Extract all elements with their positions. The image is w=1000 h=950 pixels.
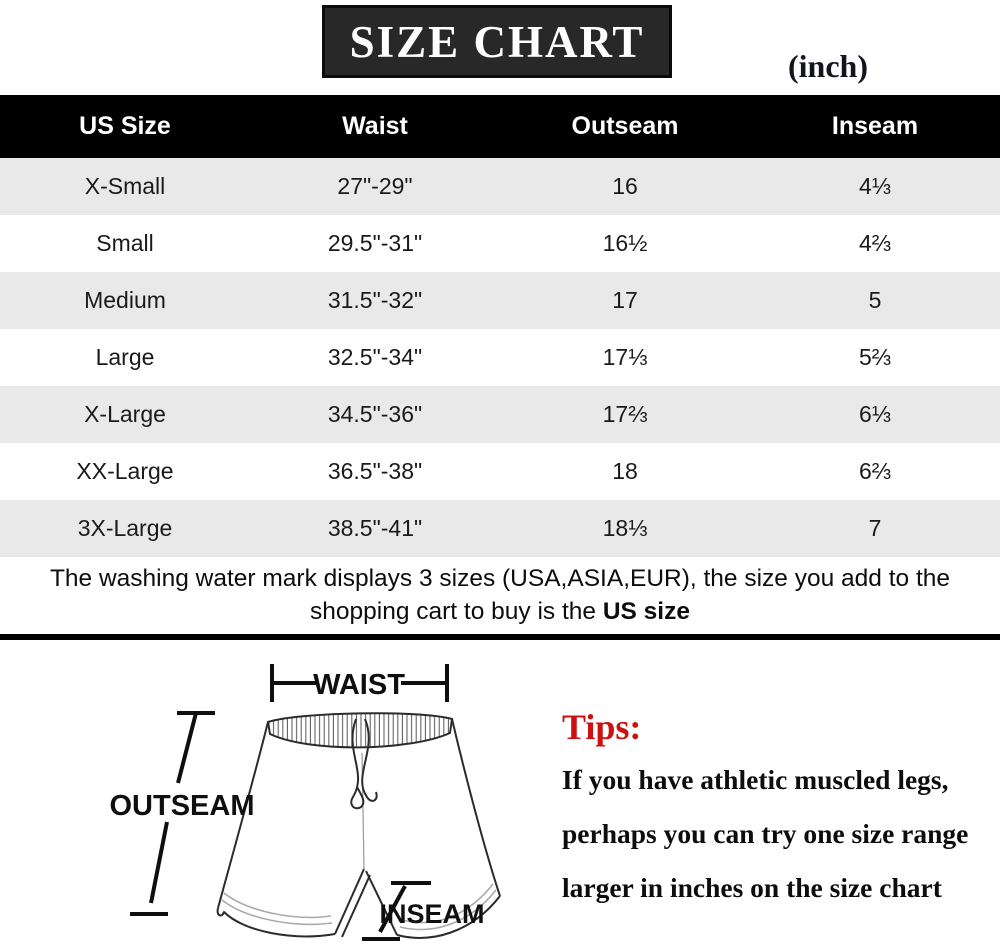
table-cell: 4⅔ (859, 230, 891, 256)
outseam-label: OUTSEAM (109, 790, 255, 822)
waist-label: WAIST (313, 669, 405, 701)
table-cell: 31.5"-32" (327, 287, 423, 313)
unit-label: (inch) (788, 48, 868, 84)
size-table (0, 95, 1000, 557)
table-cell: 16½ (602, 230, 648, 256)
table-cell: 3X-Large (77, 515, 173, 541)
table-cell: 6⅔ (859, 458, 891, 484)
column-header: US Size (0, 95, 250, 158)
washing-note-line1: The washing water mark displays 3 sizes (USA,ASIA,EUR), the size you add to the (49, 565, 951, 592)
table-cell: Large (95, 344, 155, 370)
table-row (0, 158, 1000, 215)
shorts-crotch-left2 (342, 875, 370, 937)
us-size-emphasis: US size (602, 598, 690, 625)
tips-section (562, 706, 992, 926)
shorts-left-hem (218, 908, 335, 936)
washing-note (0, 562, 1000, 628)
table-row (0, 386, 1000, 443)
table-header-row (0, 95, 1000, 158)
table-cell: 17⅓ (602, 344, 648, 370)
shorts-waistband (268, 713, 452, 747)
table-cell: XX-Large (76, 458, 174, 484)
table-cell: 29.5"-31" (327, 230, 423, 256)
table-cell: Medium (84, 287, 166, 313)
table-cell: 18⅓ (602, 515, 648, 541)
table-cell: 34.5"-36" (327, 401, 423, 427)
table-cell: 7 (868, 515, 882, 541)
inseam-label: INSEAM (379, 899, 485, 929)
table-cell: X-Large (84, 401, 166, 427)
table-row (0, 443, 1000, 500)
column-header: Outseam (500, 95, 750, 158)
table-cell: 5⅔ (859, 344, 891, 370)
table-row (0, 215, 1000, 272)
shorts-left-hem-stitch2 (224, 893, 331, 917)
tips-line: larger in inches on the size chart (562, 872, 942, 903)
table-cell: 27"-29" (337, 173, 413, 199)
shorts-right-seam (452, 719, 500, 896)
shorts-measurement-diagram (90, 645, 570, 950)
table-cell: 32.5"-34" (327, 344, 423, 370)
table-row (0, 500, 1000, 557)
table-cell: 16 (612, 173, 638, 199)
table-cell: 5 (868, 287, 882, 313)
table-cell: 36.5"-38" (327, 458, 423, 484)
table-cell: 18 (612, 458, 638, 484)
table-cell: Small (96, 230, 154, 256)
page-title: SIZE CHART (349, 16, 645, 67)
table-cell: 17 (612, 287, 638, 313)
tips-line: perhaps you can try one size range (562, 818, 969, 849)
divider-bar (0, 634, 1000, 640)
table-cell: X-Small (84, 173, 166, 199)
table-row (0, 272, 1000, 329)
table-cell: 6⅓ (859, 401, 891, 427)
shorts-left-hem-stitch (222, 900, 332, 924)
table-cell: 38.5"-41" (327, 515, 423, 541)
shorts-crotch-left (335, 869, 364, 934)
title-banner (322, 5, 672, 78)
size-table-body (0, 158, 1000, 557)
table-row (0, 329, 1000, 386)
table-cell: 17⅔ (602, 401, 648, 427)
tips-heading: Tips: (562, 707, 642, 747)
washing-note-line2: shopping cart to buy is the (310, 598, 603, 625)
tips-line: If you have athletic muscled legs, (562, 764, 949, 795)
column-header: Inseam (750, 95, 1000, 158)
table-cell: 4⅓ (859, 173, 891, 199)
column-header: Waist (250, 95, 500, 158)
